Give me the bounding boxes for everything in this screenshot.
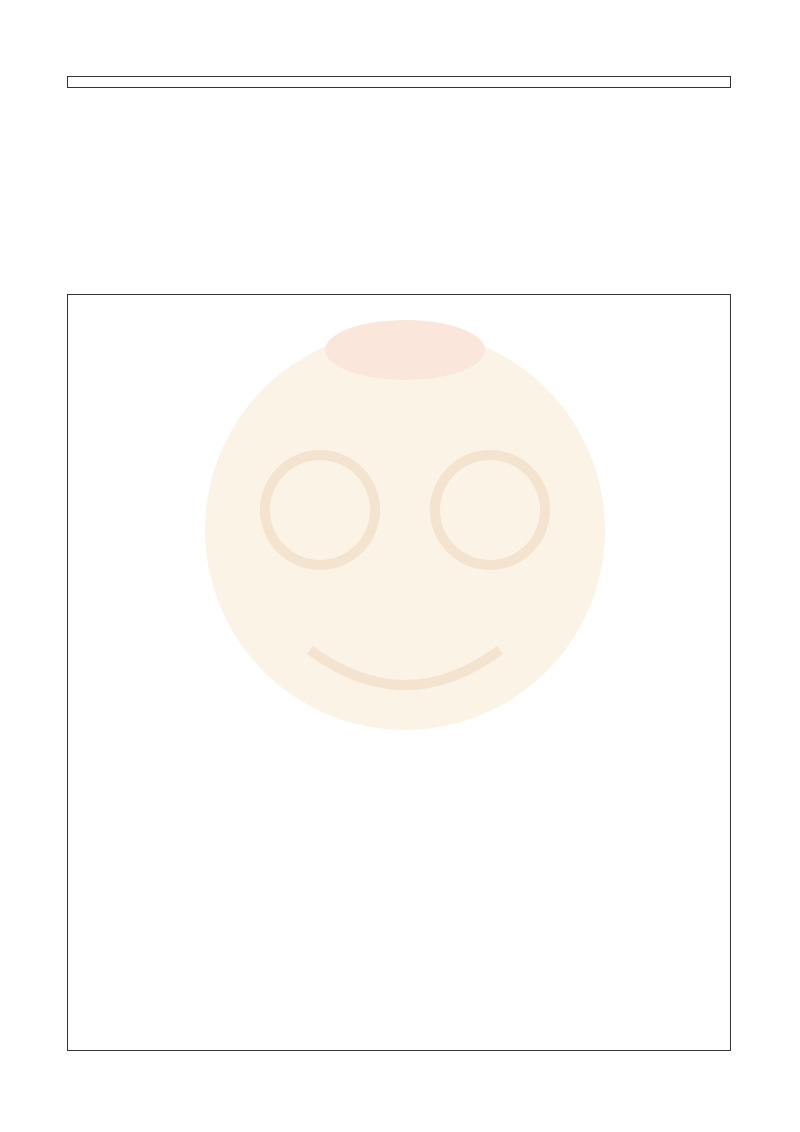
lesson-plan-box <box>67 294 731 1051</box>
prompt-box <box>67 76 731 88</box>
